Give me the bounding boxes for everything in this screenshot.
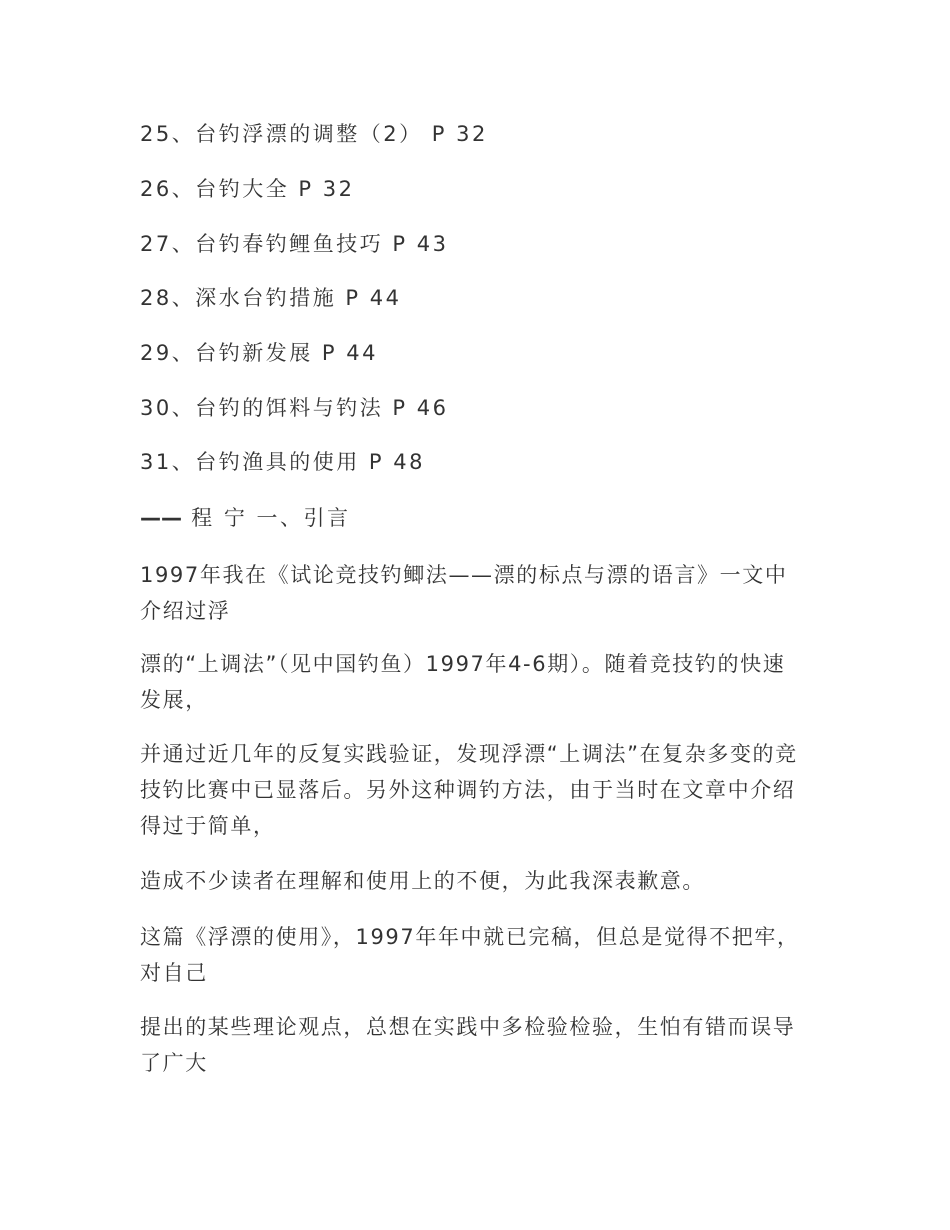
- toc-item: 30、台钓的饵料与钓法 P 46: [140, 396, 449, 420]
- body-paragraph: 这篇《浮漂的使用》，1997年年中就已完稿，但总是觉得不把牢，对自己: [140, 925, 800, 985]
- author-text: 程 宁 一、引言: [182, 506, 351, 530]
- author-dash: ——: [140, 506, 182, 530]
- toc-item: 27、台钓春钓鲤鱼技巧 P 43: [140, 232, 449, 256]
- author-heading: [140, 504, 351, 532]
- body-paragraph: 造成不少读者在理解和使用上的不便，为此我深表歉意。: [140, 869, 705, 893]
- body-paragraph: 1997年我在《试论竞技钓鲫法——漂的标点与漂的语言》一文中介绍过浮: [140, 563, 788, 623]
- toc-item: 26、台钓大全 P 32: [140, 177, 355, 201]
- toc-item: 25、台钓浮漂的调整（2） P 32: [140, 122, 488, 146]
- toc-item: 31、台钓渔具的使用 P 48: [140, 450, 425, 474]
- body-paragraph: 提出的某些理论观点，总想在实践中多检验检验，生怕有错而误导了广大: [140, 1015, 796, 1075]
- toc-item: 29、台钓新发展 P 44: [140, 341, 378, 365]
- body-paragraph: 并通过近几年的反复实践验证，发现浮漂“上调法”在复杂多变的竞技钓比赛中已显落后。另外这种调钓方法，由于当时在文章中介绍得过于简单，: [140, 742, 798, 838]
- toc-item: 28、深水台钓措施 P 44: [140, 286, 402, 310]
- body-paragraph: 漂的“上调法”（见中国钓鱼）1997年4-6期）。随着竞技钓的快速发展，: [140, 652, 786, 712]
